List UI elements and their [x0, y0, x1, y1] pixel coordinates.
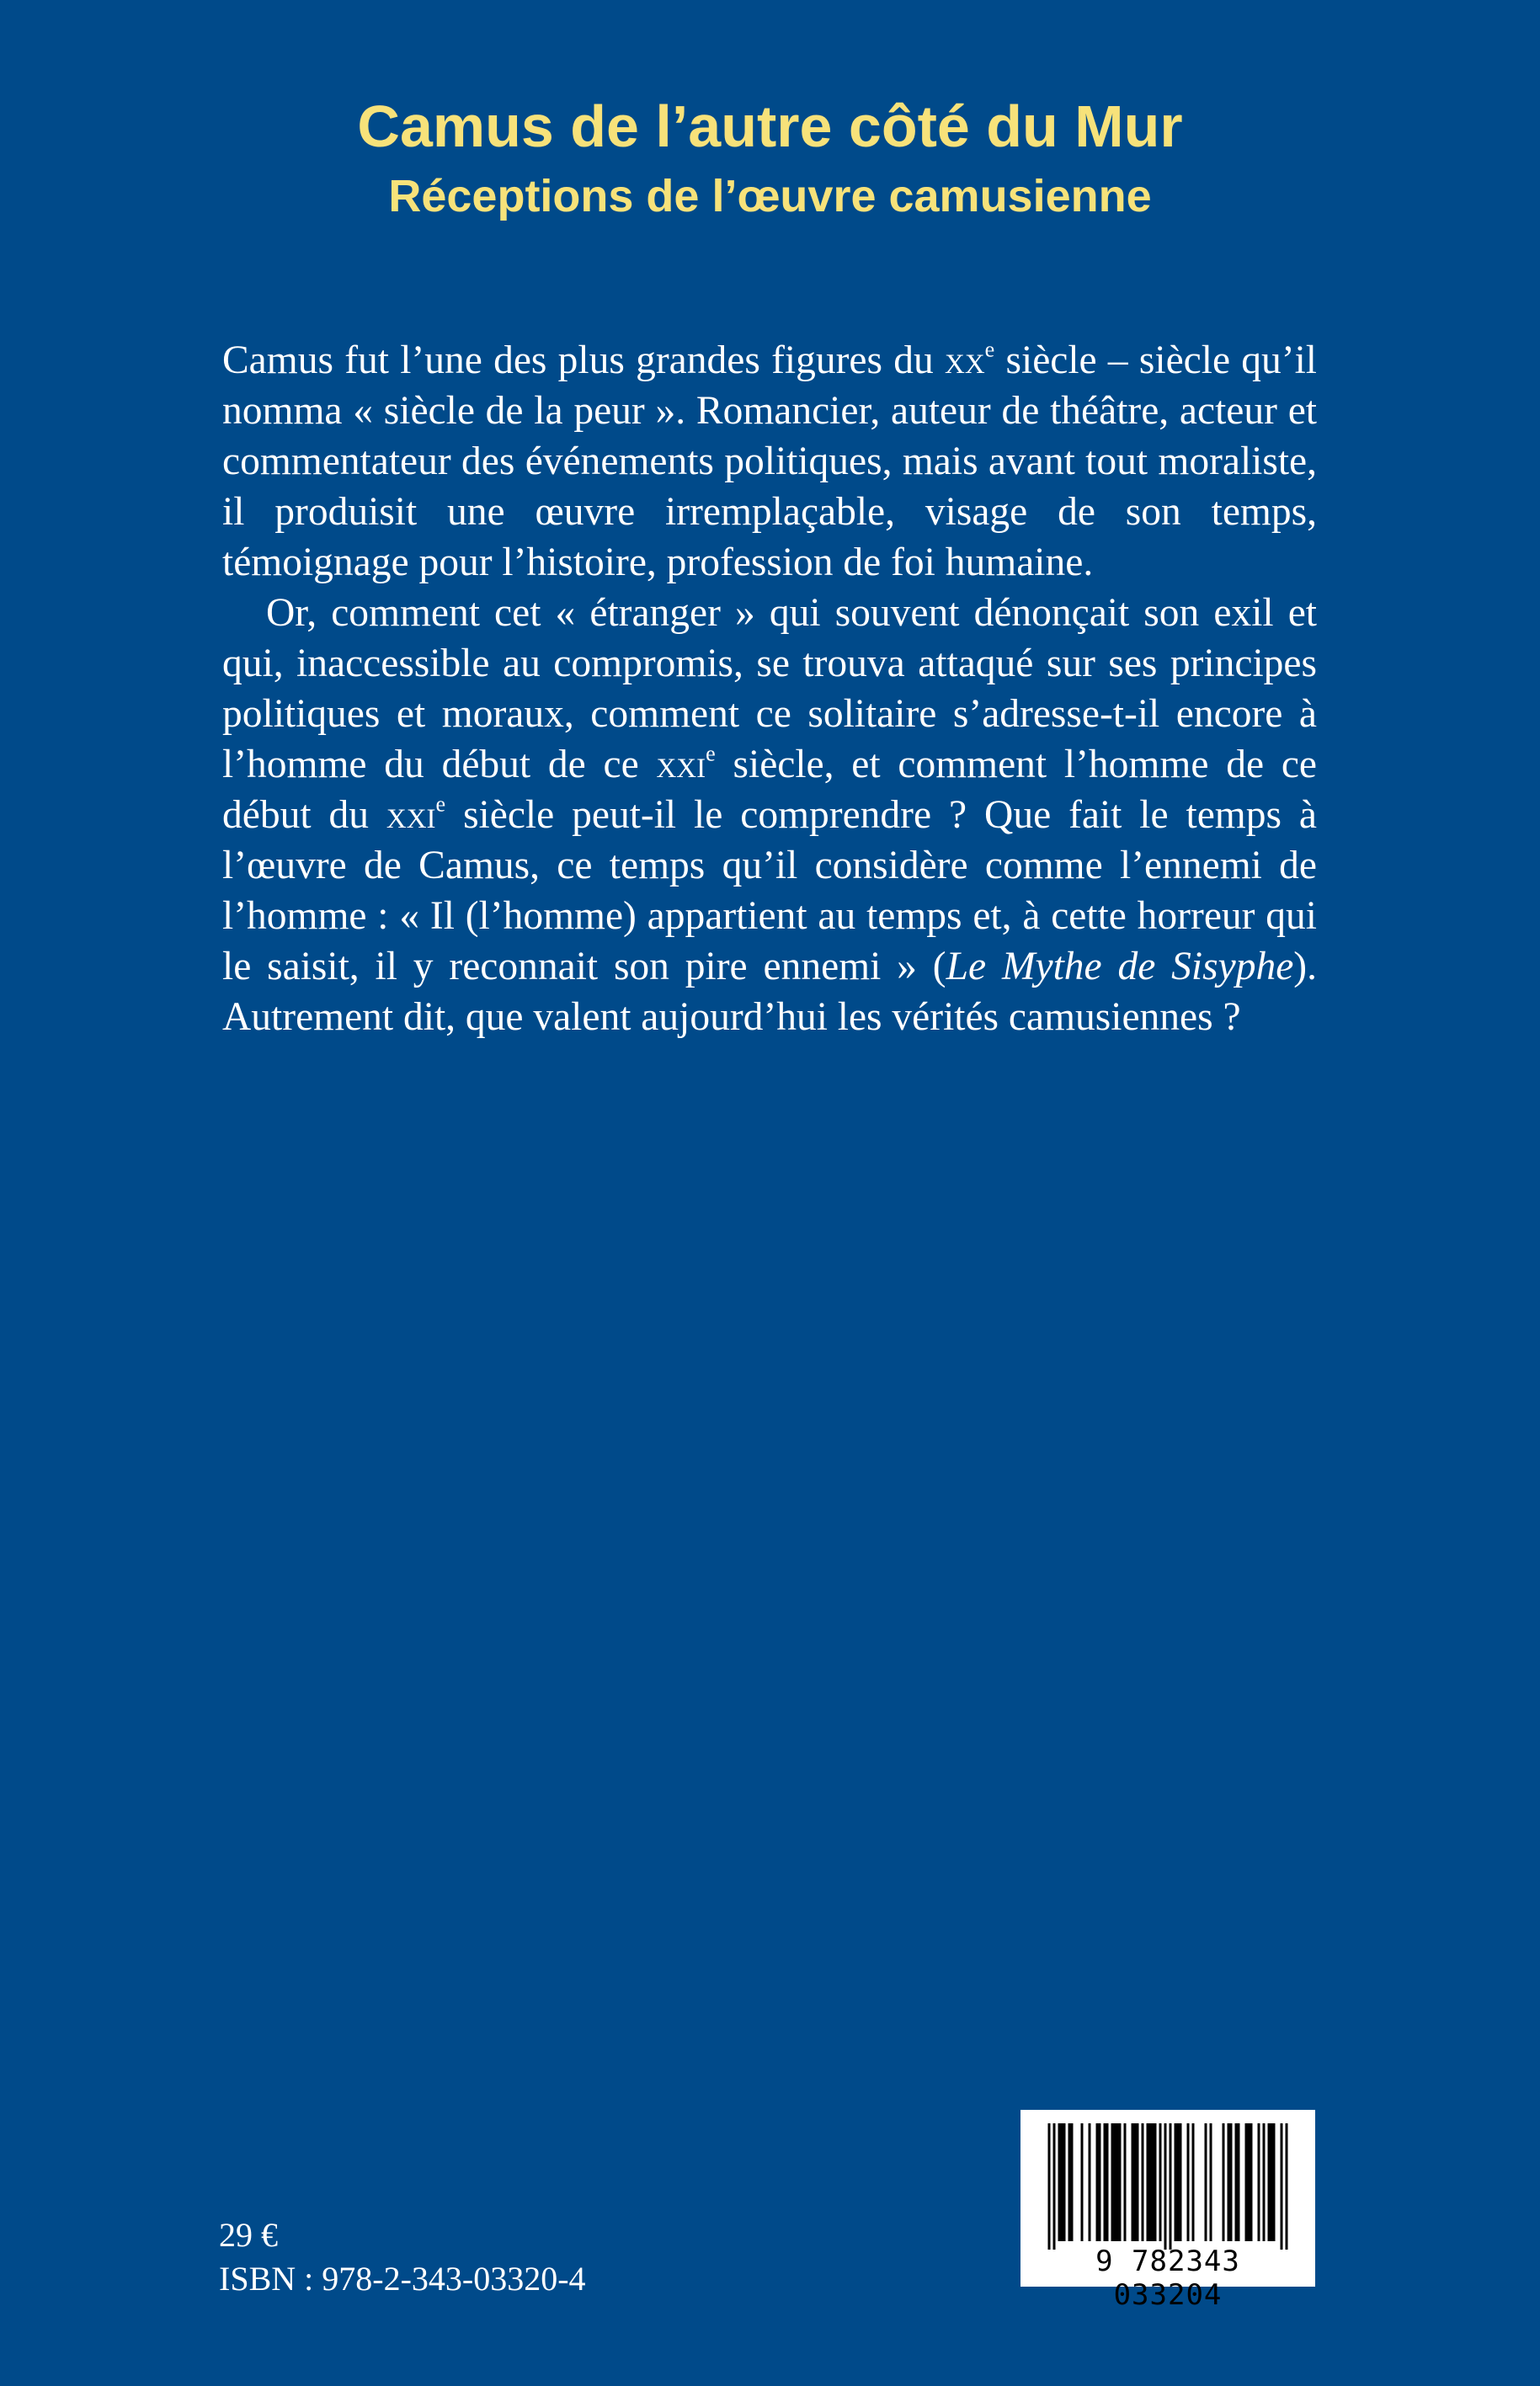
century-numeral: xx [944, 338, 985, 382]
barcode-bar [1119, 2123, 1122, 2241]
barcode-bar [1248, 2123, 1250, 2241]
barcode-bar [1134, 2123, 1137, 2241]
barcode-bar [1081, 2123, 1084, 2241]
barcode-bar [1106, 2123, 1109, 2241]
barcode-bar [1089, 2123, 1091, 2241]
barcode-bar [1210, 2123, 1212, 2241]
barcode-bar [1048, 2123, 1051, 2250]
p1-text-b: siècle – siècle qu’il nomma « siècle de la peur ». Romancier, auteur de théâtre, acteur et commentateur des événements politiques, mais avant tout moraliste, il produisit une œuvre irremplaçable, visage de son temps, témoignage pour l’histoire, profession de foi humaine. [222, 338, 1317, 584]
barcode-bar [1104, 2123, 1106, 2241]
barcode-bar [1205, 2123, 1207, 2241]
barcode-bar [1192, 2123, 1195, 2241]
book-subtitle: Réceptions de l’œuvre camusienne [388, 171, 1152, 221]
barcode-bar [1263, 2123, 1266, 2241]
barcode-bar [1159, 2123, 1162, 2241]
barcode-bar [1053, 2123, 1056, 2250]
p2-text-a: Or, comment cet « étranger » qui souvent dénonçait son exil et qui, inaccessible au compromis, se trouva attaqué sur ses principes politiques et moraux, comment ce solitaire s’adresse-t-il encore à l’homme du début de ce [222, 591, 1317, 786]
blurb-paragraph-1 [222, 335, 1317, 588]
century-numeral: xxi [656, 743, 706, 786]
barcode-bar [1258, 2123, 1260, 2241]
barcode-bar [1096, 2123, 1099, 2241]
p1-text-a: Camus fut l’une des plus grandes figures du [222, 338, 945, 382]
barcode-bar [1149, 2123, 1152, 2241]
barcode-bar [1268, 2123, 1271, 2241]
barcode-bar [1175, 2123, 1177, 2241]
barcode-bar [1114, 2123, 1116, 2241]
barcode-bar [1245, 2123, 1248, 2241]
blurb [222, 335, 1317, 1042]
barcode-bar [1170, 2123, 1172, 2250]
barcode-bar [1071, 2123, 1074, 2241]
book-reference: Le Mythe de Sisyphe [946, 945, 1294, 988]
century-numeral: xxi [386, 793, 436, 837]
century-superscript: e [435, 791, 446, 817]
barcode-bar [1180, 2123, 1182, 2241]
barcode-bar [1058, 2123, 1061, 2241]
book-title: Camus de l’autre côté du Mur [357, 93, 1183, 159]
barcode-bar [1273, 2123, 1276, 2241]
barcode-bar [1061, 2123, 1063, 2241]
barcode-bar [1230, 2123, 1233, 2241]
barcode-bar [1152, 2123, 1154, 2241]
barcode-bar [1132, 2123, 1134, 2241]
barcode-bar [1142, 2123, 1144, 2241]
barcode-bar [1187, 2123, 1190, 2241]
barcode-bar [1099, 2123, 1101, 2241]
price: 29 € [219, 2216, 278, 2254]
barcode-bar [1228, 2123, 1230, 2241]
barcode-bar [1238, 2123, 1240, 2241]
barcode-bar [1124, 2123, 1127, 2241]
isbn: ISBN : 978-2-343-03320-4 [219, 2260, 586, 2298]
barcode-bar [1164, 2123, 1167, 2250]
barcode-digits: 9 782343 033204 [1095, 2245, 1240, 2312]
barcode-bar [1111, 2123, 1114, 2241]
barcode-bar [1137, 2123, 1139, 2241]
barcode-bar [1271, 2123, 1273, 2241]
p2-text-d: ). Autrement dit, que valent aujourd’hui les vérités camusiennes ? [222, 945, 1317, 1039]
p2-text-c: siècle peut-il le comprendre ? Que fait le temps à l’œuvre de Camus, ce temps qu’il considère comme l’ennemi de l’homme : « Il (l’homme) appartient au temps et, à cette horreur qui le saisit, il y reconnait son pire ennemi » ( [222, 793, 1317, 988]
century-superscript: e [984, 337, 995, 362]
barcode [1020, 2110, 1315, 2312]
barcode-bar [1068, 2123, 1071, 2241]
barcode-bar [1235, 2123, 1238, 2241]
barcode-bar [1063, 2123, 1066, 2241]
barcode-bar [1281, 2123, 1283, 2250]
barcode-bar [1154, 2123, 1157, 2241]
barcode-bar [1223, 2123, 1225, 2241]
barcode-bar [1286, 2123, 1288, 2250]
barcode-bar [1177, 2123, 1180, 2241]
blurb-paragraph-2 [222, 588, 1317, 1042]
p2-text-b: siècle, et comment l’homme de ce début du [222, 743, 1317, 837]
barcode-bar [1116, 2123, 1119, 2241]
barcode-bar [1147, 2123, 1149, 2241]
century-superscript: e [706, 741, 716, 766]
barcode-bar [1250, 2123, 1253, 2241]
